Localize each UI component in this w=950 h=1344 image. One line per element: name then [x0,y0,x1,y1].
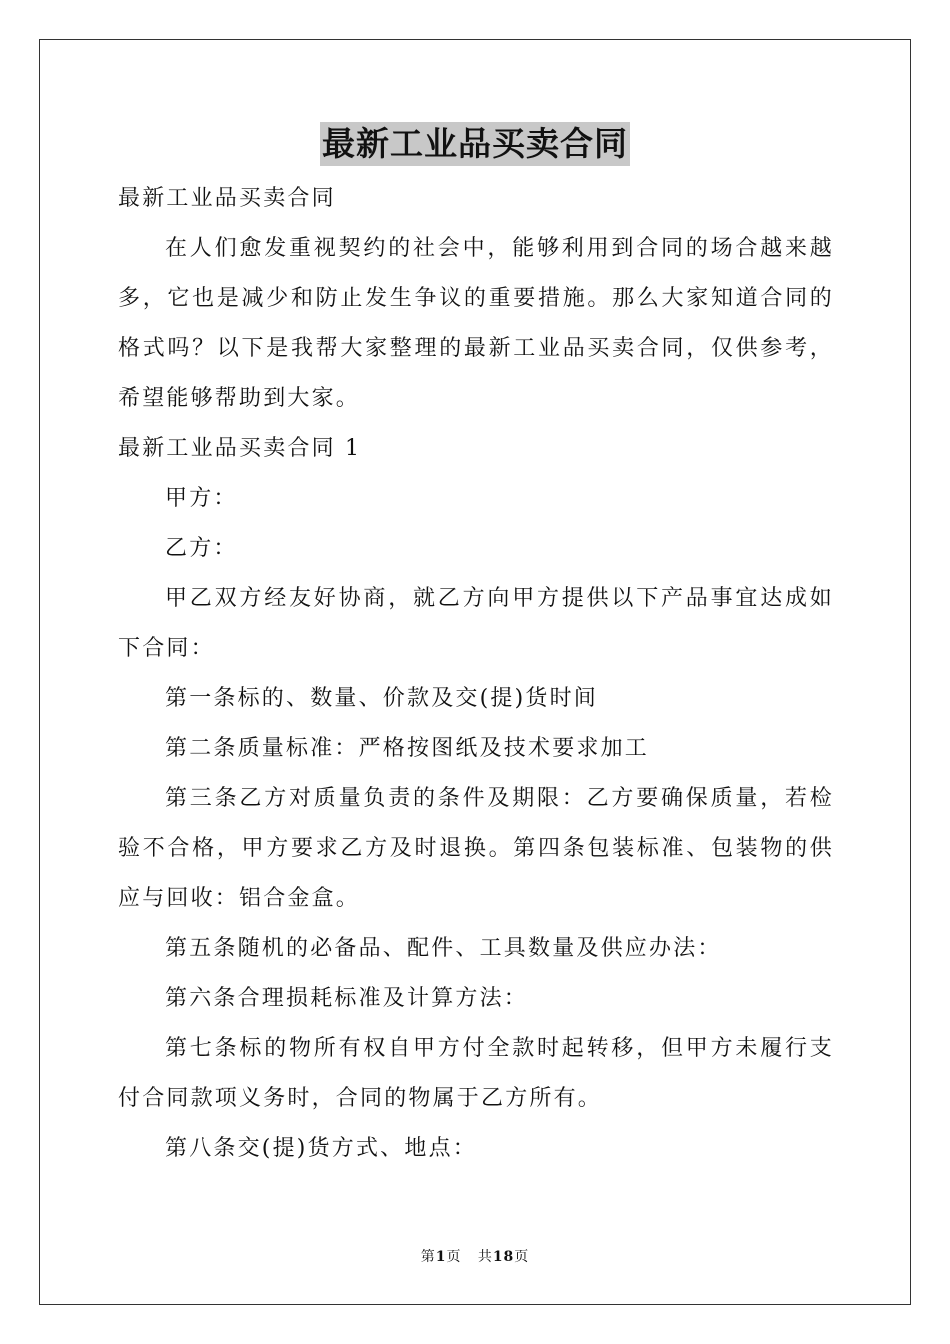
page-total-prefix: 共 [477,1249,493,1265]
party-b-line: 乙方： [165,536,238,561]
page-number-suffix: 页 [446,1249,462,1265]
document-body [118,174,834,1174]
page-total-suffix: 页 [514,1249,530,1265]
clause-6: 第六条合理损耗标准及计算方法： [165,986,529,1011]
title-container [0,122,950,166]
clause-1: 第一条标的、数量、价款及交(提)货时间 [165,686,598,711]
paragraph-subtitle: 最新工业品买卖合同 [118,186,336,211]
document-title: 最新工业品买卖合同 [320,122,630,166]
page-total-count: 18 [492,1249,515,1265]
paragraph-intro: 在人们愈发重视契约的社会中，能够利用到合同的场合越来越多，它也是减少和防止发生争议的重要措施。那么大家知道合同的格式吗？以下是我帮大家整理的最新工业品买卖合同，仅供参考，希望能够帮助到大家。 [118,236,834,411]
page-number-prefix: 第 [420,1249,436,1265]
clause-8: 第八条交(提)货方式、地点： [165,1136,477,1161]
page-number-current: 1 [435,1249,447,1265]
clause-7: 第七条标的物所有权自甲方付全款时起转移，但甲方未履行支付合同款项义务时，合同的物属于乙方所有。 [118,1036,834,1111]
paragraph-agreement: 甲乙双方经友好协商，就乙方向甲方提供以下产品事宜达成如下合同： [118,586,834,661]
clause-5: 第五条随机的必备品、配件、工具数量及供应办法： [165,936,722,961]
clause-2: 第二条质量标准：严格按图纸及技术要求加工 [165,736,650,761]
clause-3-4: 第三条乙方对质量负责的条件及期限：乙方要确保质量，若检验不合格，甲方要求乙方及时退换。第四条包装标准、包装物的供应与回收：铝合金盒。 [118,786,834,911]
paragraph-section-heading: 最新工业品买卖合同 1 [118,436,362,461]
party-a-line: 甲方： [165,486,238,511]
page-footer [0,1246,950,1266]
